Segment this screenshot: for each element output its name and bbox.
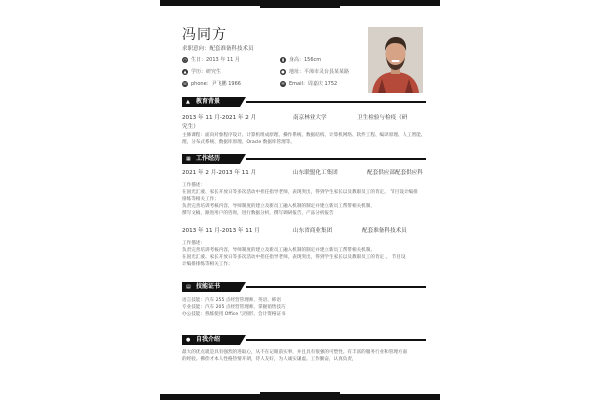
work-2-date: 2013 年 11 月-2013 年 11 月 [182,228,260,234]
self-line-2: 的经验。佛偿才本人性格热情开朗，待人友好，为人诚实谦虚。工作勤奋，认真负责， [182,357,357,362]
section-title-skills: 技能证书 [196,283,221,290]
section-header-work [182,154,426,164]
job-intent: 求职意向：配套准备科技术员 [182,46,254,52]
section-label-work [182,154,240,164]
work-1-date: 2021 年 2 月-2013 年 11 月 [182,170,257,176]
profile-photo [368,27,423,93]
section-title-work: 工作经历 [196,155,221,162]
info-email-text: Email：周嘉庆 1752 [289,81,338,87]
email-icon: ✉ [281,80,285,86]
section-label-skills [182,282,240,292]
certificate-icon: ▤ [186,284,191,290]
info-education-text: 学历：研究生 [191,69,222,75]
work-1-position: 配套供应部配套供应科 [367,170,423,176]
grid-icon: ▦ [186,156,191,162]
work-2-line-1: 负责完善培训考核内容，导师制度的建立及新员工融入机制的制定并建立新员工帮带相关机制。 [182,248,375,253]
skills-list [182,297,426,318]
section-header-education [182,97,426,107]
person-icon: ● [186,337,191,343]
work-1-label: 工作描述： [182,183,205,188]
candidate-name: 冯同方 [182,27,227,43]
info-education [182,68,221,75]
edu-major-cont: 究生） [182,124,199,130]
info-phone-text: phone：尹飞鹏 1966 [191,81,241,87]
top-bar-notch [260,0,340,8]
resume-page [160,0,440,400]
phone-icon: ☏ [182,80,188,86]
graduation-cap-icon: ▲ [186,99,190,105]
skill-language: 语言技能：汽车 255 点经营管理师、英语、韩语 [182,298,281,303]
ruler-icon: ▮ [281,56,285,62]
info-birth-text: 生日：2013 年 11 月 [191,57,240,63]
work-2-position: 配套准备科技术员 [362,228,407,234]
edu-major: 卫生检验与检疫（研 [357,115,408,121]
work-2-label: 工作描述： [182,241,205,246]
info-height [280,56,321,63]
work-2-line-3: 计编排排练等相关工作； [182,262,233,267]
graduation-icon: ▲ [183,68,187,74]
work-2-description [182,240,426,268]
location-icon: ● [281,68,285,74]
section-title-education: 教育背景 [196,98,221,105]
section-title-self: 自我介绍 [196,336,221,343]
edu-courses-line-2: 理、分布式系统、数据库原理、Oracle 数据库管理等。 [182,140,295,145]
skill-professional: 专业技能：汽车 205 点经营管理师，掌握销售技巧 [182,305,286,310]
section-divider [246,101,426,103]
info-email [280,80,337,87]
bottom-bar-notch [260,392,340,400]
work-1-line-4: 撰写文稿，跟进用户的咨询，进行数据分析，撰写调研报告、产品分析报告 [182,211,334,216]
work-2-line-2: 在国光汇液、家长开放日等多次活动中担任指导老师，表现突出，得到学生家长以及教职员工的肯定 。 节目设 [182,255,406,260]
section-header-self [182,335,426,345]
work-1-description [182,182,426,217]
edu-school: 南京林业大学 [293,115,327,121]
section-label-education [182,97,240,107]
work-1-line-3: 负责完善培训考核内容，导师制度的建立及新员工融入机制的制定并建立新员工帮带相关机制， [182,204,375,209]
skill-office: 办公技能：熟练使用 Office 与图形、会计资格证书 [182,312,286,317]
info-address-text: 地址：平漳市灵台县某某路 [289,69,350,75]
section-divider [246,339,426,341]
section-divider [246,158,426,160]
section-header-skills [182,282,426,292]
work-1-line-1: 在国光汇液、家长开放日等多次活动中担任指导老师，表现突出，得到学生家长以及教职员工的肯定。 节目设计编排 [182,190,418,195]
work-1-company: 山东联盟化工集团 [293,170,338,176]
info-address [280,68,349,75]
calendar-icon: ◷ [183,56,187,62]
self-line-1: 最大的优点就是具有强烈的进取心，从不在记眼前实事，并且具有很强的可塑性。有丰富的服务行业和管理方面 [182,350,408,355]
edu-date: 2013 年 11 月-2021 年 2 月 [182,115,257,121]
work-1-line-2: 排练等相关工作； [182,197,219,202]
section-label-self [182,335,240,345]
edu-courses-line-1: 主修课程：面向对象程序设计、计算机组成原理、操作系统、数据结构、计算机网络、软件工程、编译原理、人工智能、 [182,133,426,138]
profile-photo-svg [368,27,423,93]
info-birth [182,56,240,63]
info-height-text: 身高：156cm [289,57,322,63]
section-divider [246,286,426,288]
edu-courses [182,132,426,146]
self-introduction [182,349,426,363]
info-phone [182,80,241,87]
work-2-company: 山东省商业集团 [293,228,333,234]
